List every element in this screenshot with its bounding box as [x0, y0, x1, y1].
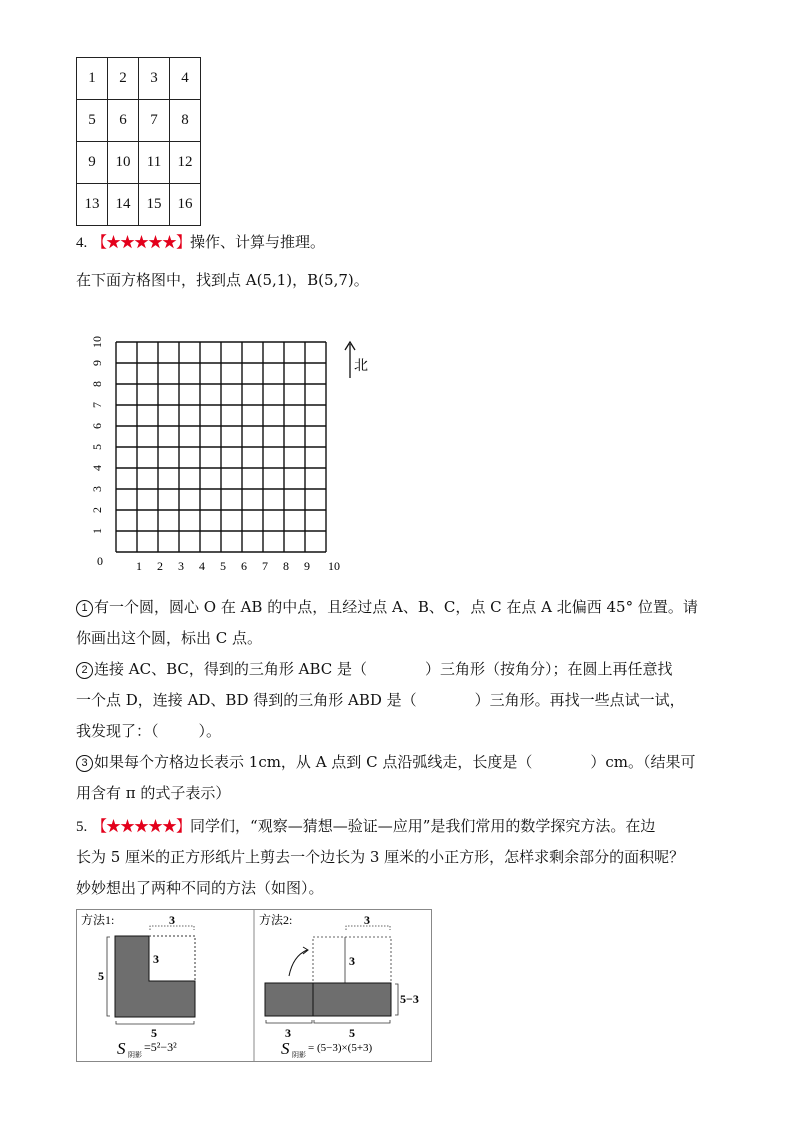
x-tick-label: 8 — [283, 559, 289, 573]
q4-sub2-text-e: 我发现了：（ — [76, 722, 159, 740]
method2-formula: = (5−3)×(5+3) — [308, 1042, 373, 1054]
x-axis-ticks — [136, 559, 340, 573]
method2-inner-dim: 3 — [349, 954, 355, 968]
method1-inner-dim: 3 — [153, 952, 159, 966]
table-cell: 14 — [108, 184, 139, 226]
x-tick-label: 10 — [328, 559, 340, 573]
q4-number: 4. — [76, 235, 88, 251]
q4-sub2-line3 — [76, 721, 221, 741]
method2-bottom-left-dim: 3 — [285, 1026, 291, 1040]
methods-figure — [76, 909, 432, 1062]
q4-sub2-text-f: ）。 — [198, 722, 222, 740]
q5-line2: 长为 5 厘米的正方形纸片上剪去一个边长为 3 厘米的小正方形，怎样求剩余部分的面积呢？ — [76, 848, 685, 866]
method1-formula-sub: 阴影 — [128, 1051, 142, 1059]
q4-title: 操作、计算与推理。 — [190, 233, 326, 251]
q5-line3: 妙妙想出了两种不同的方法（如图）。 — [76, 879, 324, 897]
q4-sub3-text-a: 如果每个方格边长表示 1cm，从 A 点到 C 点沿弧线走，长度是（ — [94, 753, 533, 771]
circle-number-1: 1 — [76, 600, 93, 617]
table-row — [77, 142, 201, 184]
circle-number-3: 3 — [76, 755, 93, 772]
table-row — [77, 58, 201, 100]
table-row — [77, 184, 201, 226]
method1-formula: =5²−3² — [144, 1040, 177, 1054]
table-cell: 4 — [170, 58, 201, 100]
q5-stars: 【★★★★★】 — [92, 817, 191, 835]
table-cell: 13 — [77, 184, 108, 226]
y-tick-label: 7 — [90, 402, 104, 408]
q4-sub3-text-b: ）cm。（结果可 — [590, 753, 696, 771]
methods-diagram — [77, 910, 431, 1061]
y-tick-label: 1 — [90, 528, 104, 534]
move-arrow-icon — [289, 950, 307, 976]
q5-text-1: 同学们，“观察—猜想—验证—应用”是我们常用的数学探究方法。在边 — [190, 817, 656, 835]
y-tick-label: 10 — [90, 336, 104, 348]
table-cell: 16 — [170, 184, 201, 226]
method2-top-dim: 3 — [364, 913, 370, 927]
x-tick-label: 5 — [220, 559, 226, 573]
y-tick-label: 8 — [90, 381, 104, 387]
q4-sub3-line2: 用含有 π 的式子表示） — [76, 784, 231, 802]
q4-intro: 在下面方格图中，找到点 A(5,1)，B(5,7)。 — [76, 271, 369, 289]
y-axis-ticks — [90, 336, 104, 568]
method2-formula-sub: 阴影 — [292, 1051, 306, 1059]
q4-header — [76, 232, 325, 253]
number-table — [76, 57, 201, 226]
method2-shaded-rectangle — [265, 983, 391, 1016]
q4-sub3-line1 — [76, 752, 695, 772]
x-tick-label: 4 — [199, 559, 205, 573]
y-tick-label: 6 — [90, 423, 104, 429]
grid-lines — [116, 342, 326, 552]
x-tick-label: 2 — [157, 559, 163, 573]
table-cell: 5 — [77, 100, 108, 142]
x-tick-label: 9 — [304, 559, 310, 573]
x-tick-label: 3 — [178, 559, 184, 573]
q4-sub2-text-b: ）三角形（按角分）；在圆上再任意找 — [425, 660, 673, 678]
y-tick-label: 2 — [90, 507, 104, 513]
y-tick-label: 4 — [90, 465, 104, 471]
q4-sub1-line1 — [76, 597, 698, 617]
table-row — [77, 100, 201, 142]
x-tick-label: 7 — [262, 559, 268, 573]
table-cell: 8 — [170, 100, 201, 142]
table-cell: 10 — [108, 142, 139, 184]
y-tick-label: 5 — [90, 444, 104, 450]
q4-sub2-text-d: ）三角形。再找一些点试一试， — [474, 691, 685, 709]
method2-label: 方法2: — [259, 913, 293, 927]
q4-sub2-text-c: 一个点 D，连接 AD、BD 得到的三角形 ABD 是（ — [76, 691, 417, 709]
q4-sub2-line2 — [76, 690, 685, 710]
method1-label: 方法1: — [81, 913, 115, 927]
table-cell: 7 — [139, 100, 170, 142]
method1-top-dim: 3 — [169, 913, 175, 927]
table-cell: 6 — [108, 100, 139, 142]
y-tick-label: 3 — [90, 486, 104, 492]
table-cell: 15 — [139, 184, 170, 226]
q4-sub2-text-a: 连接 AC、BC，得到的三角形 ABC 是（ — [94, 660, 368, 678]
q5-number: 5. — [76, 819, 88, 835]
x-tick-label: 1 — [136, 559, 142, 573]
method1-left-dim: 5 — [98, 969, 104, 983]
table-cell: 9 — [77, 142, 108, 184]
table-cell: 2 — [108, 58, 139, 100]
north-label: 北 — [354, 359, 368, 374]
method2-moved-outline — [313, 937, 345, 983]
q4-stars: 【★★★★★】 — [92, 233, 191, 251]
method2-right-dim: 5−3 — [400, 992, 419, 1006]
q4-sub2-line1 — [76, 659, 673, 679]
table-cell: 11 — [139, 142, 170, 184]
y-tick-label: 0 — [97, 554, 103, 568]
circle-number-2: 2 — [76, 662, 93, 679]
method2-bottom-right-dim: 5 — [349, 1026, 355, 1040]
coordinate-grid — [76, 320, 376, 580]
x-tick-label: 6 — [241, 559, 247, 573]
table-cell: 3 — [139, 58, 170, 100]
table-cell: 12 — [170, 142, 201, 184]
q4-sub1-text: 有一个圆，圆心 O 在 AB 的中点，且经过点 A、B、C，点 C 在点 A 北偏西 45° 位置。请 — [94, 598, 698, 616]
method1-bottom-dim: 5 — [151, 1026, 157, 1040]
method2-formula-s: S — [281, 1039, 290, 1058]
q5-line1 — [76, 816, 655, 837]
method1-formula-s: S — [117, 1039, 126, 1058]
q4-sub1-line2: 你画出这个圆，标出 C 点。 — [76, 629, 263, 647]
method1-shaded-shape — [115, 936, 195, 1017]
y-tick-label: 9 — [90, 360, 104, 366]
table-cell: 1 — [77, 58, 108, 100]
